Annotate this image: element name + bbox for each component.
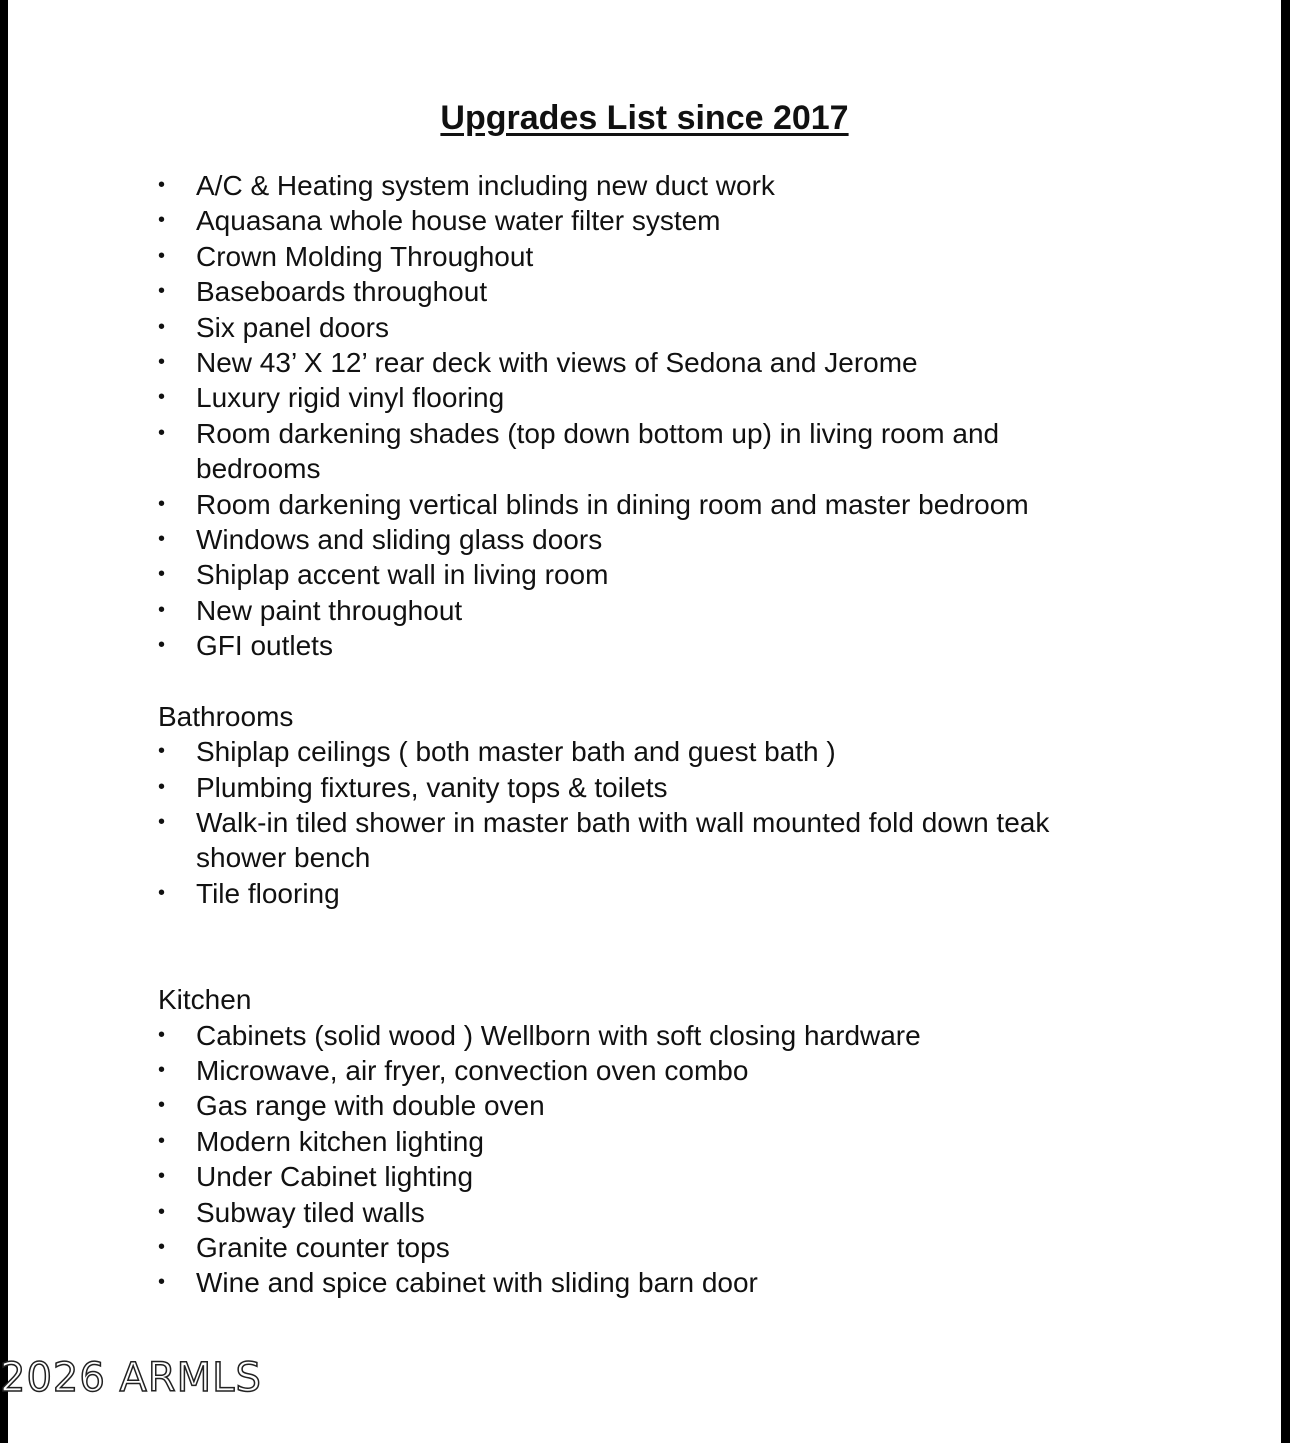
list-item-text: Gas range with double oven <box>196 1090 545 1122</box>
kitchen-list <box>158 1018 1118 1301</box>
list-item <box>158 416 1118 487</box>
list-item <box>158 310 1118 345</box>
bullet-icon: • <box>158 1129 166 1152</box>
list-item <box>158 1159 1118 1194</box>
list-item <box>158 557 1118 592</box>
document-page <box>8 0 1281 1443</box>
list-item <box>158 876 1118 911</box>
page-title: Upgrades List since 2017 <box>440 99 849 137</box>
list-item <box>158 628 1118 663</box>
list-item-text: Walk-in tiled shower in master bath with wall mounted fold down teak shower bench <box>196 806 1050 874</box>
bullet-icon: • <box>158 209 166 232</box>
list-item <box>158 1053 1118 1088</box>
list-item <box>158 770 1118 805</box>
list-item <box>158 593 1118 628</box>
list-item-text: Microwave, air fryer, convection oven combo <box>196 1054 749 1086</box>
list-item-text: Plumbing fixtures, vanity tops & toilets <box>196 771 668 803</box>
list-item-text: Room darkening shades (top down bottom up) in living room and bedrooms <box>196 417 1000 485</box>
bullet-icon: • <box>158 775 166 798</box>
list-item <box>158 522 1118 557</box>
list-item <box>158 274 1118 309</box>
list-item-text: GFI outlets <box>196 630 333 662</box>
bullet-icon: • <box>158 351 166 374</box>
bullet-icon: • <box>158 881 166 904</box>
list-item <box>158 1265 1118 1300</box>
list-item <box>158 345 1118 380</box>
bullet-icon: • <box>158 1165 166 1188</box>
bullet-icon: • <box>158 563 166 586</box>
list-item <box>158 805 1118 876</box>
list-item-text: Cabinets (solid wood ) Wellborn with soft closing hardware <box>196 1019 921 1051</box>
list-item-text: Subway tiled walls <box>196 1196 425 1228</box>
bullet-icon: • <box>158 1058 166 1081</box>
list-item-text: Shiplap ceilings ( both master bath and guest bath ) <box>196 736 836 768</box>
bullet-icon: • <box>158 634 166 657</box>
bullet-icon: • <box>158 740 166 763</box>
bullet-icon: • <box>158 598 166 621</box>
list-item-text: Windows and sliding glass doors <box>196 524 603 556</box>
list-item-text: Modern kitchen lighting <box>196 1125 484 1157</box>
bathrooms-list <box>158 734 1118 911</box>
list-item <box>158 1124 1118 1159</box>
bullet-icon: • <box>158 1271 166 1294</box>
list-item <box>158 1230 1118 1265</box>
kitchen-heading: Kitchen <box>158 984 252 1016</box>
list-item-text: Luxury rigid vinyl flooring <box>196 382 505 414</box>
list-item <box>158 1088 1118 1123</box>
list-item-text: Wine and spice cabinet with sliding barn door <box>196 1267 758 1299</box>
bullet-icon: • <box>158 386 166 409</box>
bullet-icon: • <box>158 1094 166 1117</box>
general-upgrades-list <box>158 168 1118 664</box>
bullet-icon: • <box>158 1235 166 1258</box>
bullet-icon: • <box>158 528 166 551</box>
list-item-text: Tile flooring <box>196 877 340 909</box>
list-item <box>158 239 1118 274</box>
list-item <box>158 734 1118 769</box>
bullet-icon: • <box>158 810 166 833</box>
list-item-text: Under Cabinet lighting <box>196 1161 474 1193</box>
list-item-text: Baseboards throughout <box>196 276 488 308</box>
list-item-text: Shiplap accent wall in living room <box>196 559 609 591</box>
list-item <box>158 487 1118 522</box>
bullet-icon: • <box>158 1200 166 1223</box>
list-item-text: Room darkening vertical blinds in dining room and master bedroom <box>196 488 1029 520</box>
document-body <box>158 168 1118 1301</box>
list-item-text: Crown Molding Throughout <box>196 240 534 272</box>
bullet-icon: • <box>158 315 166 338</box>
list-item-text: Six panel doors <box>196 311 390 343</box>
armls-watermark: 2026 ARMLS <box>0 1355 262 1401</box>
bathrooms-heading: Bathrooms <box>158 700 294 732</box>
list-item-text: New 43’ X 12’ rear deck with views of Sedona and Jerome <box>196 347 918 379</box>
bullet-icon: • <box>158 174 166 196</box>
bullet-icon: • <box>158 244 166 267</box>
list-item <box>158 168 1118 203</box>
bullet-icon: • <box>158 280 166 303</box>
bullet-icon: • <box>158 492 166 515</box>
bullet-icon: • <box>158 421 166 444</box>
list-item-text: New paint throughout <box>196 594 463 626</box>
bullet-icon: • <box>158 1023 166 1046</box>
list-item <box>158 203 1118 238</box>
list-item-text: Granite counter tops <box>196 1231 450 1263</box>
list-item <box>158 380 1118 415</box>
list-item <box>158 1195 1118 1230</box>
list-item <box>158 1018 1118 1053</box>
list-item-text: Aquasana whole house water filter system <box>196 205 721 237</box>
list-item-text: A/C & Heating system including new duct work <box>196 170 775 201</box>
